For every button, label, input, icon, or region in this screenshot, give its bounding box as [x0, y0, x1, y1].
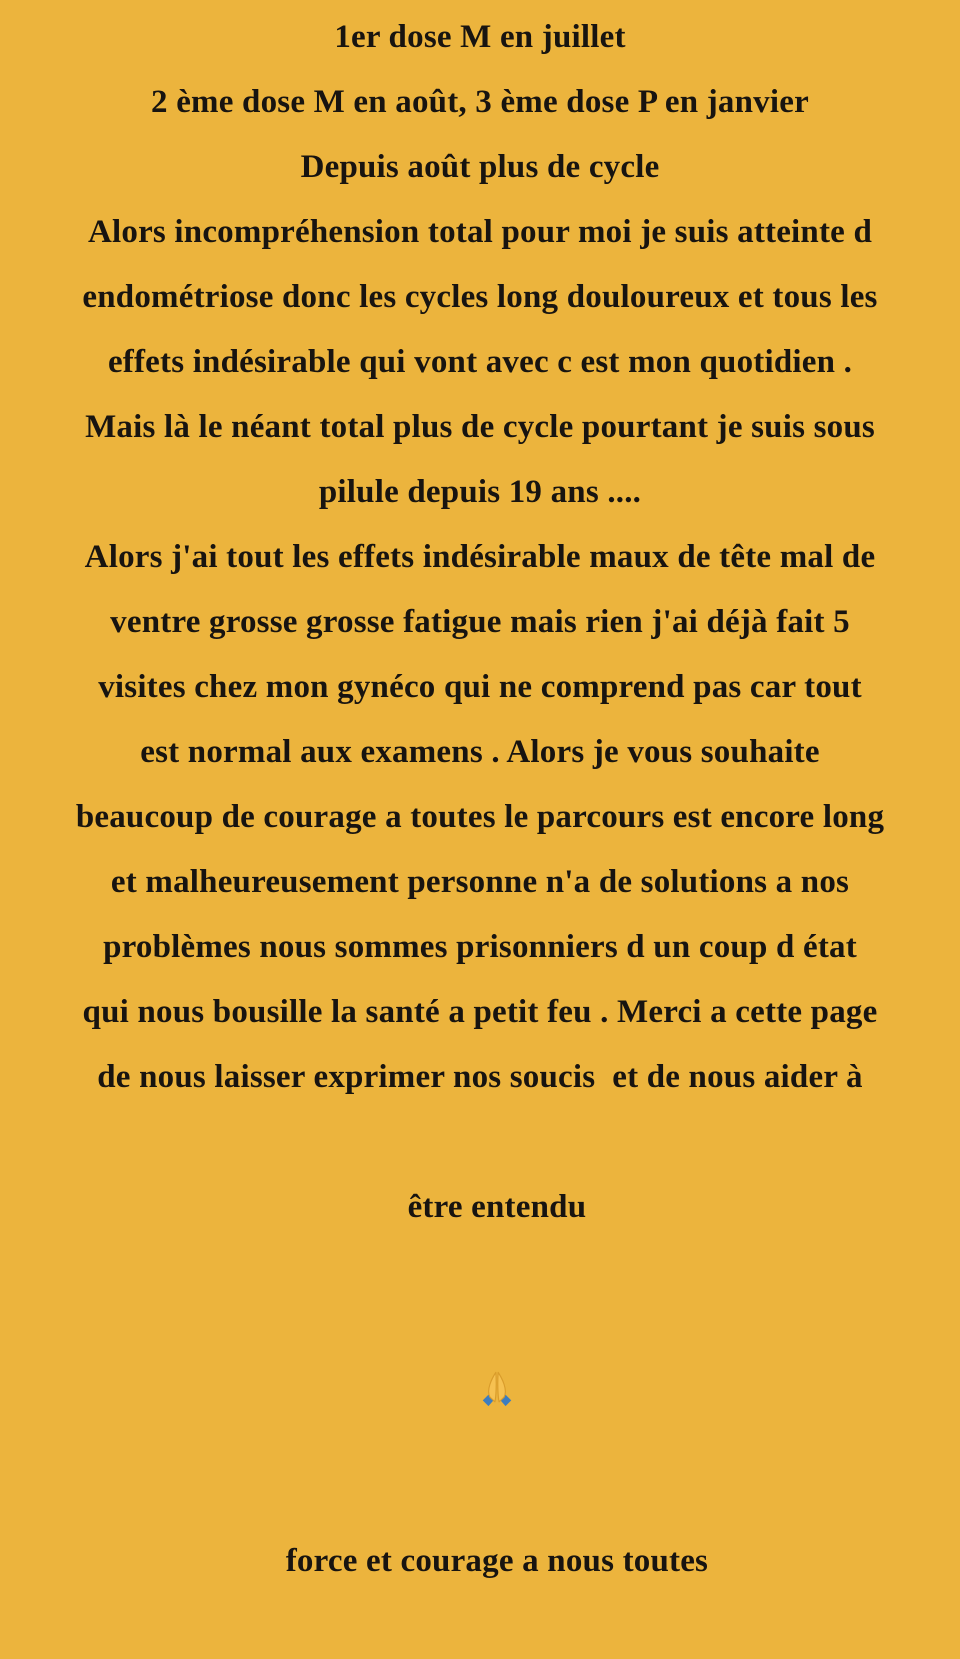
post-line: Depuis août plus de cycle	[300, 149, 660, 185]
post-line: 1er dose M en juillet	[334, 19, 626, 55]
post-last-line	[0, 1110, 960, 1579]
post-line: Alors incompréhension total pour moi je suis atteinte d	[87, 214, 873, 250]
post-last-line-after: force et courage a nous toutes	[285, 1543, 709, 1579]
post-line: de nous laisser exprimer nos soucis et de nous aider à	[97, 1059, 863, 1095]
post-line: beaucoup de courage a toutes le parcours est encore long	[75, 799, 885, 835]
folded-hands-emoji	[478, 1240, 516, 1278]
post-line: est normal aux examens . Alors je vous souhaite	[140, 734, 820, 770]
post-line: endométriose donc les cycles long douloureux et tous les	[82, 279, 878, 315]
post-line: problèmes nous sommes prisonniers d un coup d état	[103, 929, 857, 965]
post-line: ventre grosse grosse fatigue mais rien j'ai déjà fait 5	[110, 604, 850, 640]
post-line: qui nous bousille la santé a petit feu . Merci a cette page	[82, 994, 878, 1030]
post-line: effets indésirable qui vont avec c est mon quotidien .	[107, 344, 853, 380]
post-last-line-before: être entendu	[407, 1189, 587, 1225]
post-line: Alors j'ai tout les effets indésirable maux de tête mal de	[84, 539, 876, 575]
post-line: visites chez mon gynéco qui ne comprend pas car tout	[98, 669, 862, 705]
post-line: pilule depuis 19 ans ....	[318, 474, 642, 510]
post-line: 2 ème dose M en août, 3 ème dose P en janvier	[151, 84, 809, 120]
post-line: Mais là le néant total plus de cycle pourtant je suis sous	[85, 409, 875, 445]
post-line: et malheureusement personne n'a de solutions a nos	[110, 864, 850, 900]
